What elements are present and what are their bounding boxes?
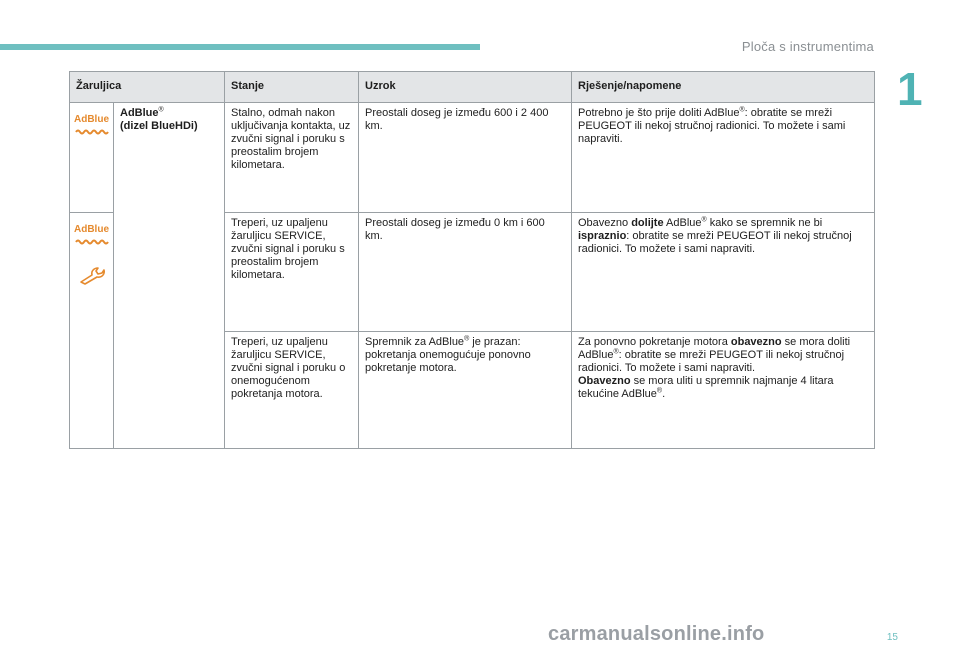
- table-header-row: [70, 72, 875, 103]
- lamp-name: AdBlue: [120, 107, 159, 119]
- cause-cell: Preostali doseg je između 0 km i 600 km.: [359, 213, 572, 332]
- header-accent-bar: [0, 44, 480, 50]
- warning-lamp-table: [69, 71, 875, 449]
- lamp-name-sub: (dizel BlueHDi): [120, 120, 198, 132]
- section-title: Ploča s instrumentima: [741, 39, 874, 54]
- watermark: carmanualsonline.info: [548, 623, 765, 645]
- state-cell: Treperi, uz upaljenu žaruljicu SERVICE, zvučni signal i poruku s preostalim brojem kilometara.: [225, 213, 359, 332]
- solution-cell: Obavezno dolijte AdBlue® kako se spremnik ne bi ispraznio: obratite se mreži PEUGEOT ili nekoj stručnoj radionici. To možete i sami napraviti.: [572, 213, 875, 332]
- wrench-icon: [78, 267, 106, 285]
- state-cell: Treperi, uz upaljenu žaruljicu SERVICE, zvučni signal i poruku o onemogućenom pokretanja motora.: [225, 332, 359, 449]
- cause-cell: Preostali doseg je između 600 i 2 400 km.: [359, 103, 572, 213]
- adblue-warning-icon: AdBlue: [74, 223, 109, 249]
- lamp-icon-cell: [70, 103, 114, 213]
- lamp-name-cell: [114, 103, 225, 449]
- registered-mark: ®: [158, 106, 164, 114]
- header-lamp: Žaruljica: [70, 72, 225, 103]
- header-cause: Uzrok: [359, 72, 572, 103]
- table-row: [70, 103, 875, 213]
- solution-cell: Potrebno je što prije doliti AdBlue®: obratite se mreži PEUGEOT ili nekoj stručnoj radionici. To možete i sami napraviti.: [572, 103, 875, 213]
- header-solution: Rješenje/napomene: [572, 72, 875, 103]
- adblue-warning-icon: AdBlue: [74, 113, 109, 139]
- page-number: 15: [886, 632, 898, 643]
- chapter-number: 1: [897, 63, 923, 115]
- state-cell: Stalno, odmah nakon uključivanja kontakta, uz zvučni signal i poruku s preostalim brojem kilometara.: [225, 103, 359, 213]
- header-state: Stanje: [225, 72, 359, 103]
- lamp-icon-cell: [70, 213, 114, 449]
- solution-cell: Za ponovno pokretanje motora obavezno se mora doliti AdBlue®: obratite se mreži PEUGEOT ili nekoj stručnoj radionici. To možete i sami napraviti. Obavezno se mora uliti u spremnik najmanje 4 litara tekućine AdBlue®.: [572, 332, 875, 449]
- cause-cell: Spremnik za AdBlue® je prazan: pokretanja onemogućuje ponovno pokretanje motora.: [359, 332, 572, 449]
